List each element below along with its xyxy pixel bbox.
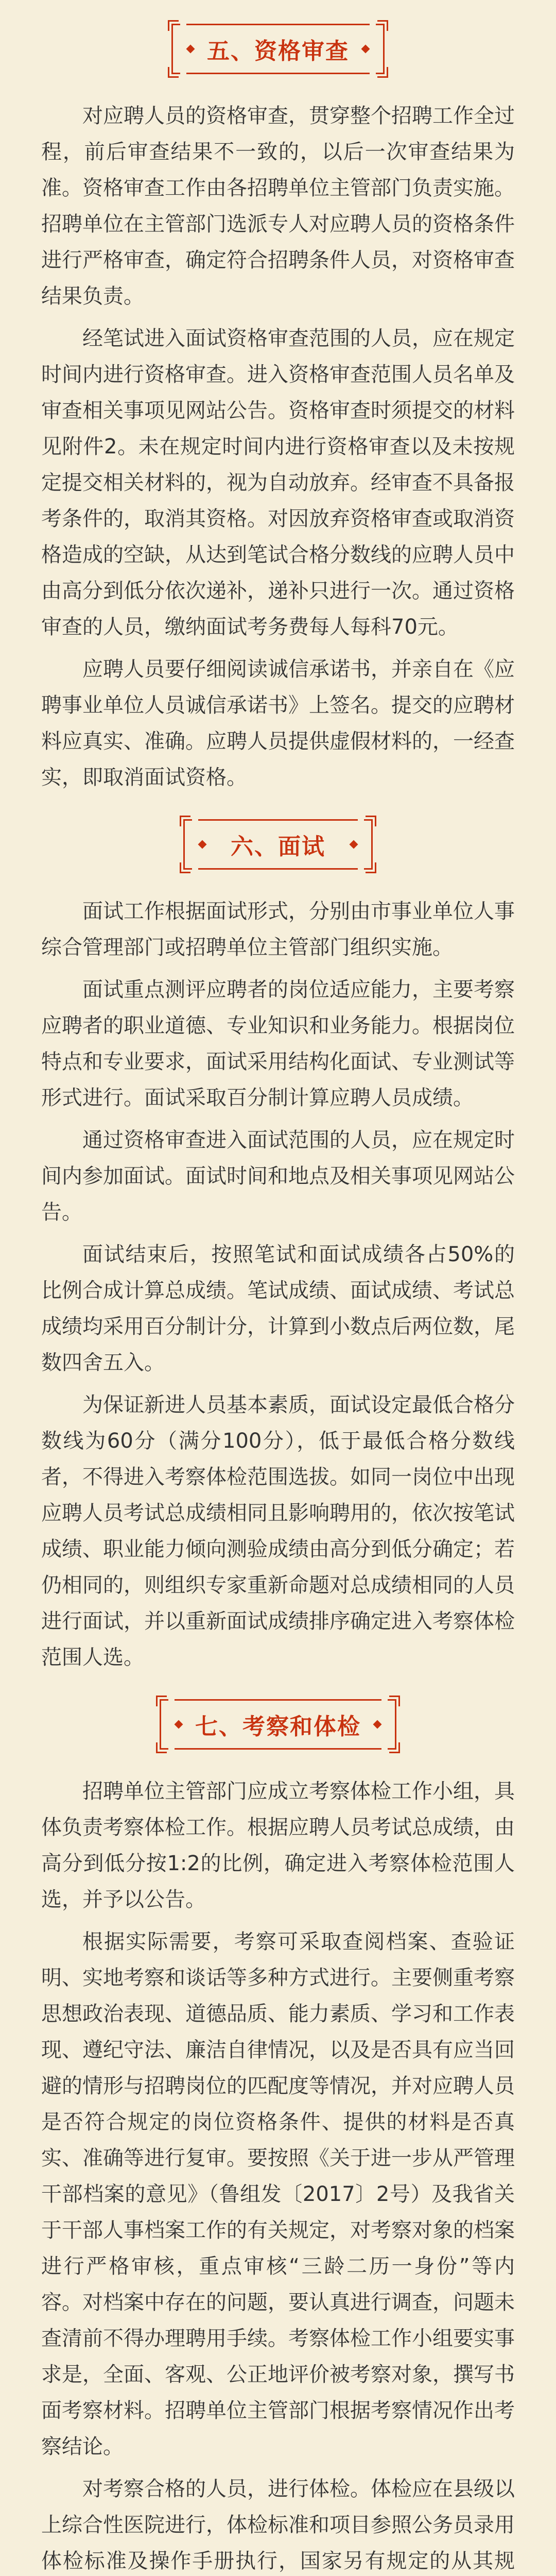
paragraph: 面试重点测评应聘者的岗位适应能力，主要考察应聘者的职业道德、专业知识和业务能力。根据岗位特点和专业要求，面试采用结构化面试、专业测试等形式进行。面试采取百分制计算应聘人员成绩。	[41, 978, 515, 1110]
paragraph: 经笔试进入面试资格审查范围的人员，应在规定时间内进行资格审查。进入资格审查范围人员名单及审查相关事项见网站公告。资格审查时须提交的材料见附件2。未在规定时间内进行资格审查以及未按规定提交相关材料的，视为自动放弃。经审查不具备报考条件的，取消其资格。对因放弃资格审查或取消资格造成的空缺，从达到笔试合格分数线的应聘人员中由高分到低分依次递补，递补只进行一次。通过资格审查的人员，缴纳面试考务费每人每科70元。	[41, 327, 515, 639]
paragraph: 根据实际需要，考察可采取查阅档案、查验证明、实地考察和谈话等多种方式进行。主要侧重考察思想政治表现、道德品质、能力素质、学习和工作表现、遵纪守法、廉洁自律情况，以及是否具有应当回避的情形与招聘岗位的匹配度等情况，并对应聘人员是否符合规定的岗位资格条件、提供的材料是否真实、准确等进行复审。要按照《关于进一步从严管理干部档案的意见》（鲁组发〔2017〕2号）及我省关于干部人事档案工作的有关规定，对考察对象的档案进行严格审核，重点审核“三龄二历一身份”等内容。对档案中存在的问题，要认真进行调查，问题未查清前不得办理聘用手续。考察体检工作小组要实事求是，全面、客观、公正地评价被考察对象，撰写书面考察材料。招聘单位主管部门根据考察情况作出考察结论。	[41, 1930, 515, 2459]
diamond-ornament-icon	[373, 1720, 382, 1729]
diamond-ornament-icon	[198, 840, 207, 849]
section-title: 六、面试	[231, 834, 325, 860]
section-title-frame	[171, 24, 385, 74]
paragraph: 面试工作根据面试形式，分别由市事业单位人事综合管理部门或招聘单位主管部门组织实施。	[41, 900, 515, 959]
diamond-ornament-icon	[350, 840, 358, 849]
diamond-ornament-icon	[186, 45, 195, 54]
paragraph: 招聘单位主管部门应成立考察体检工作小组，具体负责考察体检工作。根据应聘人员考试总成绩，由高分到低分按1:2的比例，确定进入考察体检范围人选，并予以公告。	[41, 1780, 515, 1911]
section-heading	[41, 0, 515, 98]
section-inspection-and-medical	[41, 1675, 515, 2576]
diamond-ornament-icon	[175, 1720, 183, 1729]
section-interview	[41, 795, 515, 1675]
section-heading	[41, 795, 515, 893]
section-title: 五、资格审查	[207, 38, 349, 64]
section-title-frame	[183, 819, 373, 870]
section-title-frame	[160, 1699, 396, 1750]
diamond-ornament-icon	[361, 45, 370, 54]
paragraph: 面试结束后，按照笔试和面试成绩各占50%的比例合成计算总成绩。笔试成绩、面试成绩、考试总成绩均采用百分制计分，计算到小数点后两位数，尾数四舍五入。	[41, 1243, 515, 1375]
section-title: 七、考察和体检	[195, 1714, 361, 1740]
section-heading	[41, 1675, 515, 1773]
paragraph: 为保证新进人员基本素质，面试设定最低合格分数线为60分（满分100分），低于最低合格分数线者，不得进入考察体检范围选拔。如同一岗位中出现应聘人员考试总成绩相同且影响聘用的，依次按笔试成绩、职业能力倾向测验成绩由高分到低分确定；若仍相同的，则组织专家重新命题对总成绩相同的人员进行面试，并以重新面试成绩排序确定进入考察体检范围人选。	[41, 1393, 515, 1669]
paragraph: 对考察合格的人员，进行体检。体检应在县级以上综合性医院进行，体检标准和项目参照公务员录用体检标准及操作手册执行，国家另有规定的从其规	[41, 2477, 515, 2573]
paragraph: 对应聘人员的资格审查，贯穿整个招聘工作全过程，前后审查结果不一致的，以后一次审查结果为准。资格审查工作由各招聘单位主管部门负责实施。招聘单位在主管部门选派专人对应聘人员的资格条件进行严格审查，确定符合招聘条件人员，对资格审查结果负责。	[41, 104, 515, 308]
paragraph: 通过资格审查进入面试范围的人员，应在规定时间内参加面试。面试时间和地点及相关事项见网站公告。	[41, 1128, 515, 1224]
section-qualification-review	[41, 0, 515, 795]
paragraph: 应聘人员要仔细阅读诚信承诺书，并亲自在《应聘事业单位人员诚信承诺书》上签名。提交的应聘材料应真实、准确。应聘人员提供虚假材料的，一经查实，即取消面试资格。	[41, 657, 515, 789]
